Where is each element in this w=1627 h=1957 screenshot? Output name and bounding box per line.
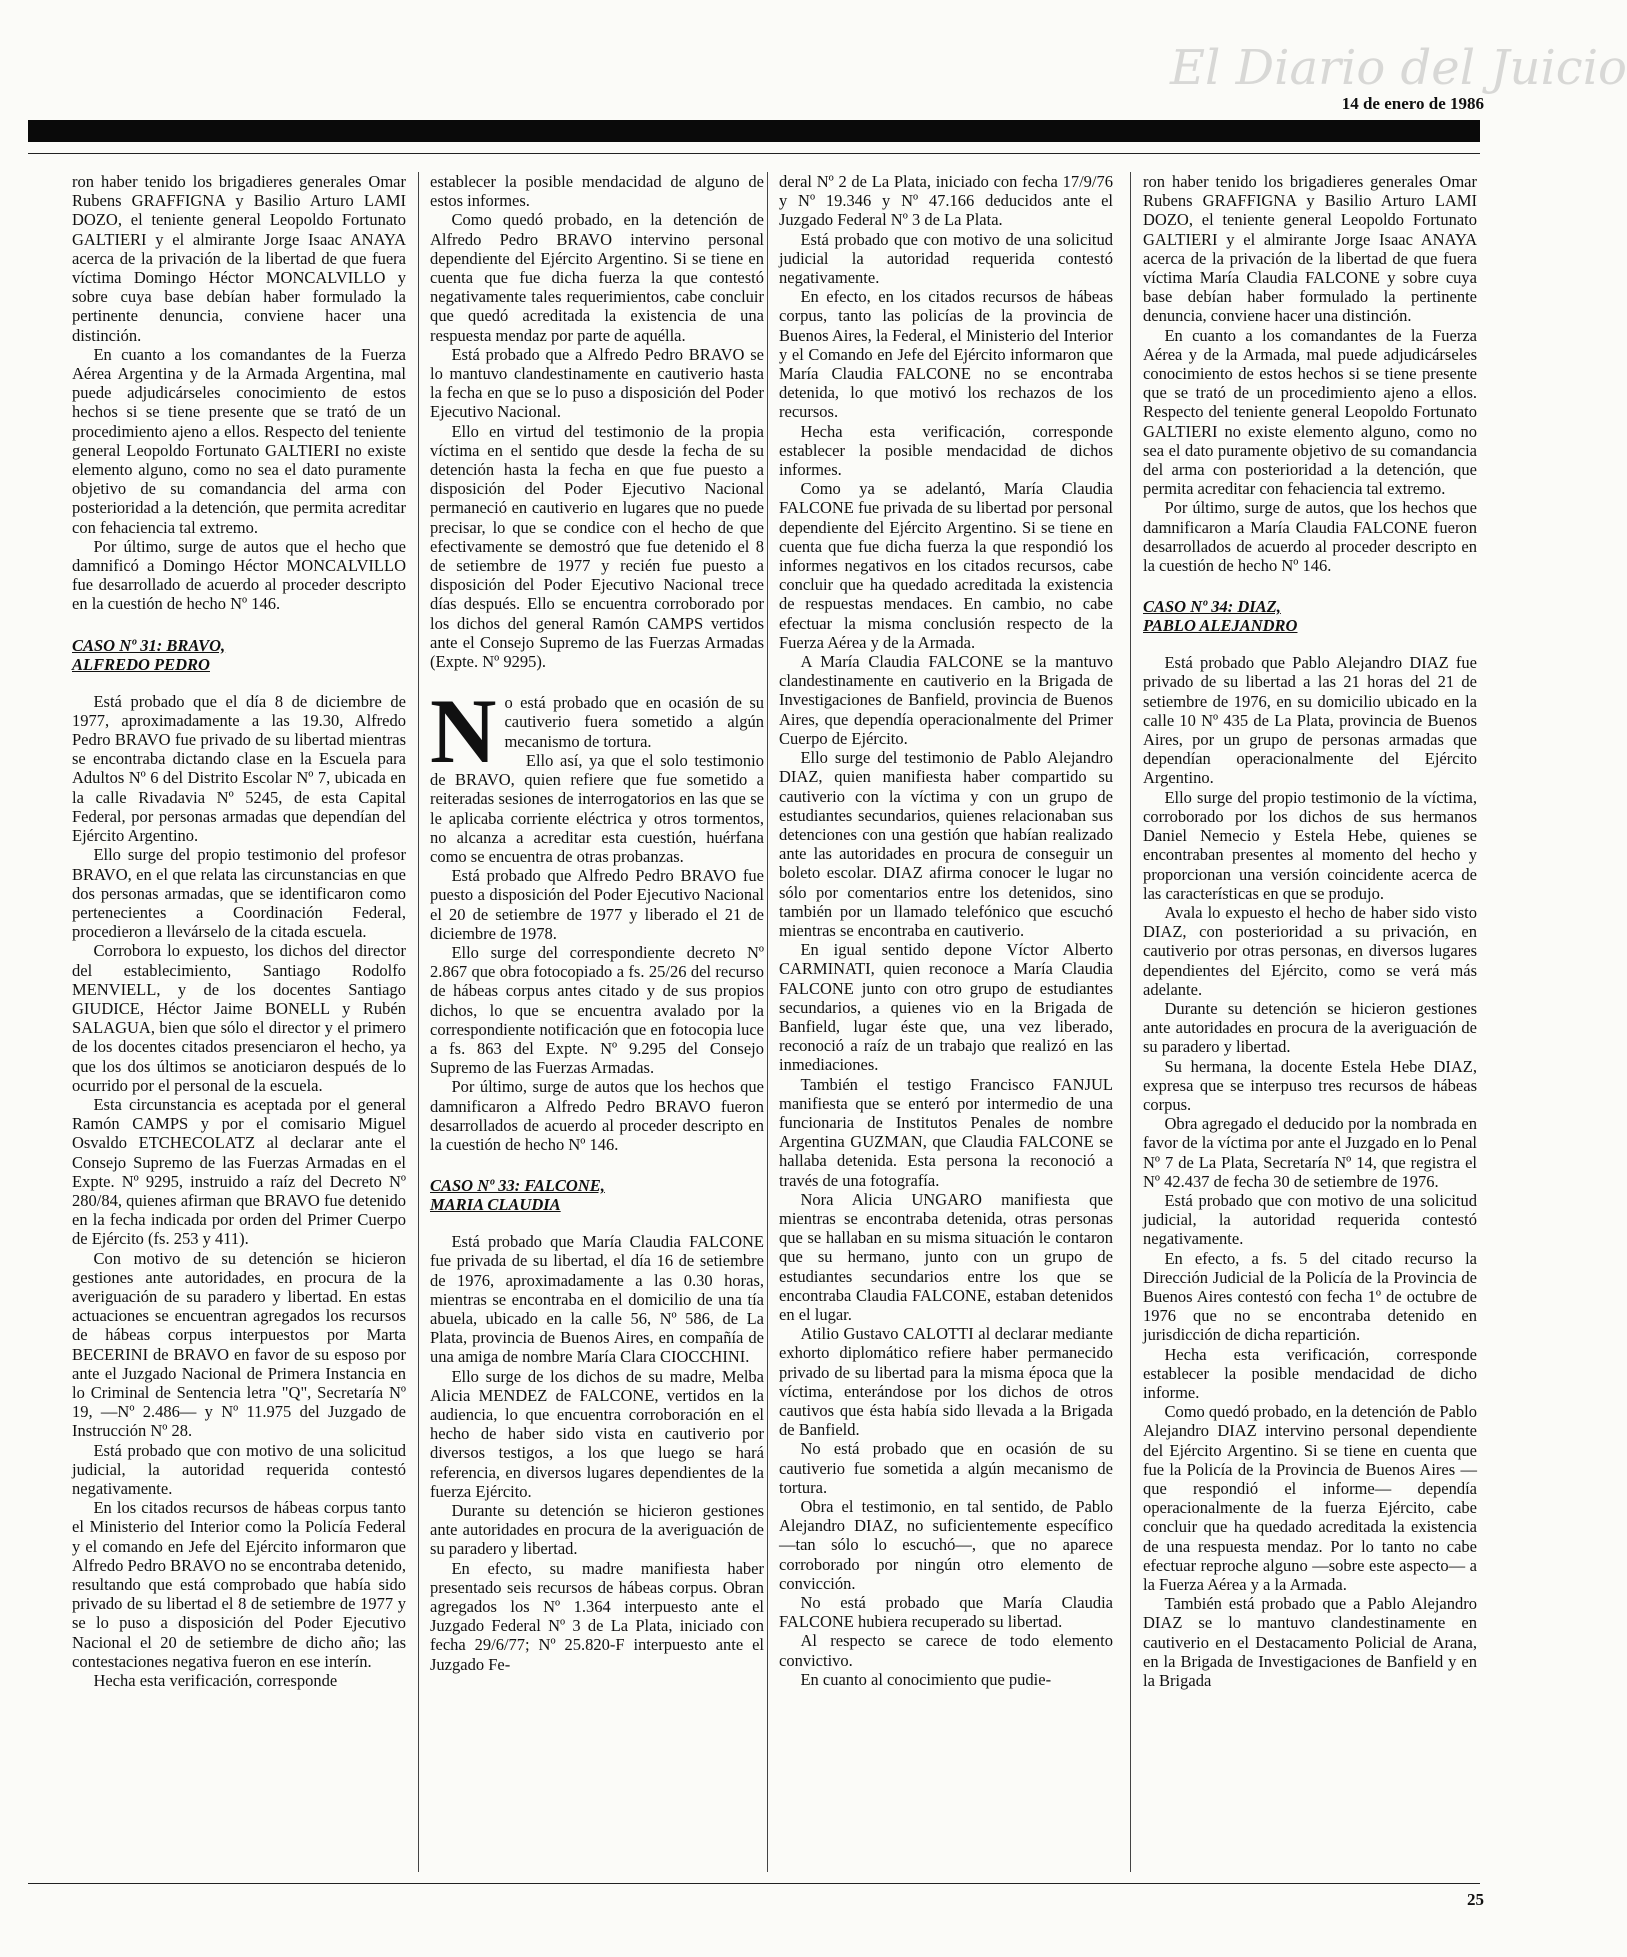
paragraph: Está probado que con motivo de una solicitud judicial, la autoridad requerida contestó negativamente.: [1143, 1190, 1477, 1249]
paragraph: En efecto, en los citados recursos de hábeas corpus, tanto las policías de la provincia de Buenos Aires, la Federal, el Ministerio del Interior y el Comando en Jefe del Ejército informaron que María Claudia FALCONE no se encontraba detenida, lo que motivó los rechazos de los recursos.: [779, 287, 1113, 422]
paragraph: Está probado que con motivo de una solicitud judicial la autoridad requerida contestó negativamente.: [779, 229, 1113, 288]
case-heading-line: CASO Nº 34: DIAZ,: [1143, 597, 1281, 617]
paragraph: Por último, surge de autos que los hechos que damnificaron a Alfredo Pedro BRAVO fueron desarrollados de acuerdo al proceder descripto en la cuestión de hecho Nº 146.: [430, 1077, 764, 1154]
paragraph: En efecto, a fs. 5 del citado recurso la Dirección Judicial de la Policía de la Provincia de Buenos Aires contestó con fecha 1º de octubre de 1976 que no se encontraba detenido en jurisdicción de dicha repartición.: [1143, 1248, 1477, 1345]
paragraph: Hecha esta verificación, corresponde establecer la posible mendacidad de dichos informes.: [779, 421, 1113, 480]
drop-cap: N: [430, 680, 497, 783]
paragraph: Por último, surge de autos que el hecho que damnificó a Domingo Héctor MONCALVILLO fue desarrollado de acuerdo al proceder descripto en la cuestión de hecho Nº 146.: [72, 536, 406, 614]
paragraph: Ello en virtud del testimonio de la propia víctima en el sentido que desde la fecha de su detención hasta la fecha en que fue puesto a disposición del Poder Ejecutivo Nacional permaneció en cautiverio en lugares que no puede precisar, lo que se condice con el hecho de que efectivamente se demostró que fue detenido el 8 de setiembre de 1977 y recién fue puesto a disposición del Poder Ejecutivo Nacional trece días después. Ello se encuentra corroborado por los dichos del general Ramón CAMPS vertidos ante el Consejo Supremo de las Fuerzas Armadas (Expte. Nº 9295).: [430, 421, 764, 672]
column-divider: [1130, 172, 1131, 1872]
paragraph: Hecha esta verificación, corresponde establecer la posible mendacidad de dicho informe.: [1143, 1344, 1477, 1402]
paragraph: En los citados recursos de hábeas corpus tanto el Ministerio del Interior como la Policía Federal y el comando en Jefe del Ejército informaron que Alfredo Pedro BRAVO no se encontraba detenido, resultando que está comprobado que había sido privado de su libertad el 8 de setiembre de 1977 y se lo puso a disposición del Poder Ejecutivo Nacional el 20 de setiembre de dicho año; las contestaciones negativa fueron en ese interín.: [72, 1498, 406, 1671]
case-heading: [72, 636, 406, 674]
paragraph: Como quedó probado, en la detención de Alfredo Pedro BRAVO intervino personal dependiente del Ejército Argentino. Si se tiene en cuenta que fue dicha fuerza la que contestó negativamente tales requerimientos, cabe concluir que quedó acreditada la existencia de una respuesta mendaz por parte de aquélla.: [430, 210, 764, 345]
paragraph: Está probado que María Claudia FALCONE fue privada de su libertad, el día 16 de setiembre de 1976, aproximadamente a las 0.30 horas, mientras se encontraba en el domicilio de una tía abuela, ubicado en la calle 56, Nº 586, de La Plata, provincia de Buenos Aires, en compañía de una amiga de nombre María Clara CIOCCHINI.: [430, 1232, 764, 1367]
column-divider: [767, 172, 768, 1872]
paragraph-dropcap: [430, 680, 764, 783]
footer-rule: [28, 1883, 1480, 1884]
text-column-3: [779, 172, 1113, 1877]
case-heading-line: CASO Nº 33: FALCONE,: [430, 1176, 605, 1196]
paragraph: También el testigo Francisco FANJUL manifiesta que se enteró por intermedio de una funcionaria de Institutos Penales de nombre Argentina GUZMAN, que Claudia FALCONE se hallaba detenida. Esta persona la reconoció a través de una fotografía.: [779, 1074, 1113, 1190]
paragraph: Obra agregado el deducido por la nombrada en favor de la víctima por ante el Juzgado en lo Penal Nº 7 de La Plata, Secretaría Nº 14, que registra el Nº 42.437 de fecha 30 de setiembre de 1976.: [1143, 1114, 1477, 1191]
paragraph-text: o está probado que en ocasión de su cautiverio fuera sometido a algún mecanismo de tortura.: [504, 693, 764, 751]
paragraph: En cuanto a los comandantes de la Fuerza Aérea y de la Armada, mal puede adjudicárseles conocimiento de estos hechos si se tiene presente que se trató de un procedimiento ajeno a ellos. Respecto del teniente general Leopoldo Fortunato GALTIERI no existe elemento alguno, como no sea el dato puramente objetivo de su comandancia del arma con posterioridad a la detención, que permita acreditar con fehaciencia tal extremo.: [1143, 325, 1477, 499]
paragraph: Ello surge del correspondiente decreto Nº 2.867 que obra fotocopiado a fs. 25/26 del recurso de hábeas corpus antes citado y de sus propios dichos, lo que se encuentra avalado por la correspondiente notificación que en fotocopia luce a fs. 863 del Expte. Nº 9.295 del Consejo Supremo de las Fuerzas Armadas.: [430, 942, 764, 1078]
paragraph: Está probado que Pablo Alejandro DIAZ fue privado de su libertad a las 21 horas del 21 de setiembre de 1976, en su domicilio ubicado en la calle 10 Nº 435 de La Plata, provincia de Buenos Aires, por un grupo de personas armadas que dependían operacionalmente del Ejército Argentino.: [1143, 653, 1477, 788]
case-heading: [430, 1176, 764, 1214]
paragraph: Ello surge de los dichos de su madre, Melba Alicia MENDEZ de FALCONE, vertidos en la audiencia, lo que encuentra corroboración en el hecho de haber sido vista en cautiverio por diversos testigos, a los que luego se hará referencia, en diversos lugares dependientes de la fuerza Ejército.: [430, 1366, 764, 1501]
header-bar: [28, 120, 1480, 142]
paragraph: Ello surge del testimonio de Pablo Alejandro DIAZ, quien manifiesta haber compartido su cautiverio con la víctima y con un grupo de estudiantes secundarios, quienes relacionaban sus detenciones con una gestión que habían realizado ante las autoridades en procura de conseguir un boleto escolar. DIAZ afirma conocer le lugar no sólo por comentarios entre los detenidos, sino también por un llamado telefónico que escuchó mientras se encontraba en cautiverio.: [779, 748, 1113, 940]
paragraph: Por último, surge de autos, que los hechos que damnificaron a María Claudia FALCONE fueron desarrollados de acuerdo al proceder descripto en la cuestión de hecho Nº 146.: [1143, 498, 1477, 576]
paragraph: Esta circunstancia es aceptada por el general Ramón CAMPS y por el comisario Miguel Osvaldo ETCHECOLATZ al declarar ante el Consejo Supremo de las Fuerzas Armadas en el Expte. Nº 9295, instruido a raíz del Decreto Nº 280/84, quienes afirman que BRAVO fue detenido en la fecha indicada por orden del Primer Cuerpo de Ejército (fs. 253 y 411).: [72, 1094, 406, 1249]
paragraph: Con motivo de su detención se hicieron gestiones ante autoridades, en procura de la averiguación de su paradero y libertad. En estas actuaciones se encuentran agregados los recursos de hábeas corpus interpuestos por Marta BECERINI de BRAVO en favor de su esposo por ante el Juzgado Nacional de Primera Instancia en lo Criminal de Sentencia letra "Q", Secretaría Nº 19, —Nº 2.486— y Nº 11.975 del Juzgado de Instrucción Nº 28.: [72, 1248, 406, 1441]
page-number: 25: [1467, 1890, 1484, 1909]
text-column-1: [72, 172, 406, 1877]
paragraph: En cuanto al conocimiento que pudie-: [800, 1669, 1052, 1689]
paragraph: No está probado que en ocasión de su cautiverio fue sometida a algún mecanismo de tortura.: [779, 1439, 1113, 1497]
paragraph: Corrobora lo expuesto, los dichos del director del establecimiento, Santiago Rodolfo MENVIELL, y de los docentes Santiago GIUDICE, Héctor Jaime BONELL y Rubén SALAGUA, bien que sólo el director y el primero de los docentes citados presenciaron el hecho, ya que los dos últimos se anoticiaron después de lo ocurrido por el personal de la escuela.: [72, 941, 406, 1095]
paragraph: Ello surge del propio testimonio de la víctima, corroborado por los dichos de sus hermanos Daniel Nemecio y Estela Hebe, quienes se encontraban presentes al momento del hecho y proporcionan una versión coincidente acerca de las características en que se produjo.: [1143, 787, 1477, 903]
paragraph: También está probado que a Pablo Alejandro DIAZ se lo mantuvo clandestinamente en cautiverio en el Destacamento Policial de Arana, en la Brigada de Investigaciones de Banfield y en la Brigada: [1143, 1594, 1477, 1691]
paragraph: Está probado que con motivo de una solicitud judicial, la autoridad requerida contestó negativamente.: [72, 1440, 406, 1498]
text-column-2: [430, 172, 764, 1877]
paragraph: Está probado que el día 8 de diciembre de 1977, aproximadamente a las 19.30, Alfredo Pedro BRAVO fue privado de su libertad mientras se encontraba dictando clase en la Escuela para Adultos Nº 6 del Distrito Escolar Nº 7, ubicada en la calle Rivadavia Nº 5245, de esta Capital Federal, por personas armadas que dependían del Ejército Argentino.: [72, 691, 406, 846]
paragraph: Atilio Gustavo CALOTTI al declarar mediante exhorto diplomático refiere haber permanecido privado de su libertad para la misma época que la víctima, enterándose por los dichos de otros cautivos que ésta había sido llevada a la Brigada de Banfield.: [779, 1324, 1113, 1440]
paragraph: Está probado que a Alfredo Pedro BRAVO se lo mantuvo clandestinamente en cautiverio hasta la fecha en que se lo puso a disposición del Poder Ejecutivo Nacional.: [430, 344, 764, 422]
case-heading-line: ALFREDO PEDRO: [72, 654, 210, 674]
paragraph: Su hermana, la docente Estela Hebe DIAZ, expresa que se interpuso tres recursos de hábeas corpus.: [1143, 1056, 1477, 1114]
paragraph: Durante su detención se hicieron gestiones ante autoridades en procura de la averiguación de su paradero y libertad.: [430, 1501, 764, 1559]
masthead-logo: El Diario del Juicio: [1170, 40, 1627, 96]
paragraph: Como quedó probado, en la detención de Pablo Alejandro DIAZ intervino personal dependiente del Ejército Argentino. Si se tiene en cuenta que fue la Policía de la Provincia de Buenos Aires —que respondió el informe— dependía operacionalmente de la fuerza Ejército, cabe concluir que ha quedado acreditada la existencia de una respuesta mendaz. Por lo tanto no cabe efectuar reproche alguno —sobre este aspecto— a la Fuerza Aérea y a la Armada.: [1143, 1402, 1477, 1595]
paragraph: Durante su detención se hicieron gestiones ante autoridades en procura de la averiguación de su paradero y libertad.: [1143, 998, 1477, 1057]
paragraph: Como ya se adelantó, María Claudia FALCONE fue privada de su libertad por personal dependiente del Ejército Argentino. Si se tiene en cuenta que fue dicha fuerza la que respondió los informes negativos en los citados recursos, cabe concluir que ha quedado acreditada la existencia de respuestas mendaces. En cambio, no cabe efectuar la misma conclusión respecto de la Fuerza Aérea y de la Armada.: [779, 479, 1113, 652]
paragraph: establecer la posible mendacidad de alguno de estos informes.: [430, 172, 764, 211]
paragraph: Hecha esta verificación, corresponde: [93, 1671, 338, 1691]
paragraph: En cuanto a los comandantes de la Fuerza Aérea Argentina y de la Armada Argentina, mal puede adjudicárseles conocimiento de estos hechos si se tiene presente que se trató de un procedimiento ajeno a ellos. Respecto del teniente general Leopoldo Fortunato GALTIERI no existe elemento alguno, como no sea el dato puramente objetivo de su comandancia del arma con posterioridad a la detención, que permita acreditar con fehaciencia tal extremo.: [72, 344, 406, 537]
paragraph: deral Nº 2 de La Plata, iniciado con fecha 17/9/76 y Nº 19.346 y Nº 47.166 deducidos ante el Juzgado Federal Nº 3 de La Plata.: [779, 172, 1113, 230]
paragraph: Está probado que Alfredo Pedro BRAVO fue puesto a disposición del Poder Ejecutivo Nacional el 20 de setiembre de 1977 y liberado el 21 de diciembre de 1978.: [430, 866, 764, 943]
paragraph: A María Claudia FALCONE se la mantuvo clandestinamente en cautiverio en la Brigada de Investigaciones de Banfield, provincia de Buenos Aires, que dependía operacionalmente del Primer Cuerpo de Ejército.: [779, 652, 1113, 748]
paragraph: ron haber tenido los brigadieres generales Omar Rubens GRAFFIGNA y Basilio Arturo LAMI DOZO, el teniente general Leopoldo Fortunato GALTIERI y el almirante Jorge Isaac ANAYA acerca de la privación de la libertad de que fuera víctima Domingo Héctor MONCALVILLO y sobre cuya base debían haber formulado la pertinente denuncia, conviene hacer una distinción.: [72, 172, 406, 345]
paragraph: No está probado que María Claudia FALCONE hubiera recuperado su libertad.: [779, 1593, 1113, 1632]
header-rule: [28, 153, 1480, 154]
paragraph: Ello así, ya que el solo testimonio de BRAVO, quien refiere que fue sometido a reiteradas sesiones de interrogatorios en las que se le aplicaba corriente eléctrica y otros tormentos, no alcanza a acreditar esta cuestión, huérfana como se encuentra de otras probanzas.: [430, 750, 764, 866]
paragraph: En igual sentido depone Víctor Alberto CARMINATI, quien reconoce a María Claudia FALCONE junto con otro grupo de estudiantes secundarios, a quienes vio en la Brigada de Banfield, lugar éste que, una vez liberado, reconoció a raíz de un trabajo que realizó en las inmediaciones.: [779, 940, 1113, 1075]
issue-date: 14 de enero de 1986: [1341, 94, 1484, 113]
case-heading-line: PABLO ALEJANDRO: [1143, 616, 1298, 636]
case-heading: [1143, 597, 1477, 635]
paragraph: En efecto, su madre manifiesta haber presentado seis recursos de hábeas corpus. Obran agregados los Nº 1.364 interpuesto ante el Juzgado Federal Nº 3 de La Plata, iniciado con fecha 29/6/77; Nº 25.820-F interpuesto ante el Juzgado Fe-: [430, 1558, 764, 1674]
paragraph: ron haber tenido los brigadieres generales Omar Rubens GRAFFIGNA y Basilio Arturo LAMI DOZO, el teniente general Leopoldo Fortunato GALTIERI y el almirante Jorge Isaac ANAYA acerca de la privación de la libertad de que fuera víctima María Claudia FALCONE y sobre cuya base debían haber formulado la pertinente denuncia, conviene hacer una distinción.: [1143, 172, 1477, 326]
case-heading-line: CASO Nº 31: BRAVO,: [72, 635, 226, 655]
case-heading-line: MARIA CLAUDIA: [430, 1195, 561, 1215]
paragraph: Al respecto se carece de todo elemento convictivo.: [779, 1631, 1113, 1670]
text-column-4: [1143, 172, 1477, 1877]
column-divider: [418, 172, 419, 1872]
paragraph: Obra el testimonio, en tal sentido, de Pablo Alejandro DIAZ, no suficientemente específico —tan sólo lo escuchó—, que no aparece corroborado por ningún otro elemento de convicción.: [779, 1497, 1113, 1593]
paragraph: Ello surge del propio testimonio del profesor BRAVO, en el que relata las circunstancias en que dos personas armadas, que se identificaron como pertenecientes a Coordinación Federal, procedieron a llevárselo de la citada escuela.: [72, 845, 406, 942]
paragraph: Nora Alicia UNGARO manifiesta que mientras se encontraba detenida, otras personas que se hallaban en su misma situación le contaron que su hermano, junto con un grupo de estudiantes secundarios entre los que se encontraba Claudia FALCONE, estaban detenidos en el lugar.: [779, 1189, 1113, 1324]
paragraph: Avala lo expuesto el hecho de haber sido visto DIAZ, con posterioridad a su privación, en cautiverio por otras personas, en diversos lugares dependientes del Ejército, como se verá más adelante.: [1143, 902, 1477, 999]
